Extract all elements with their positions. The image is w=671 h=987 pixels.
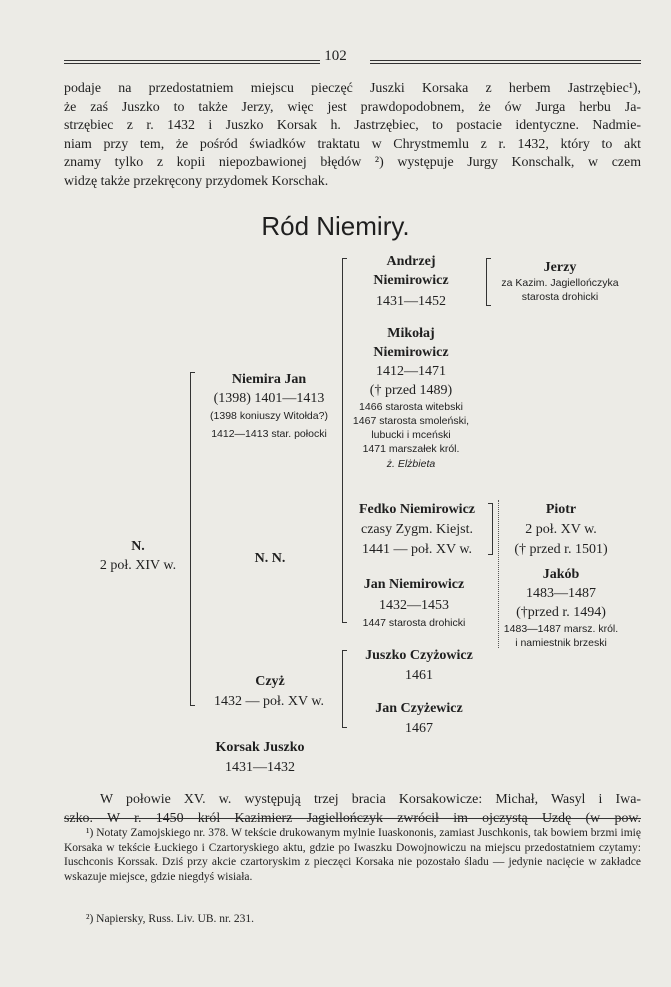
intro-line: podaje na przedostatniem miejscu pieczęć Juszki Korsaka z herbem Jastrzębiec¹),: [64, 81, 641, 96]
person-mikolaj-note: lubucki i mceński: [371, 429, 451, 441]
person-fedko-date: 1441 — poł. XV w.: [361, 542, 473, 557]
outro-line: szko. W r. 1450 król Kazimierz Jagiellończyk zwrócił im ojczystą Uzdę (w pow.: [64, 810, 641, 826]
person-mikolaj-note: 1466 starosta witebski: [359, 401, 463, 413]
intro-paragraph: [64, 80, 641, 192]
person-czyz-name: Czyż: [255, 674, 285, 689]
person-niemira-name: Niemira Jan: [231, 372, 307, 387]
person-jakob-date: 1483—1487: [526, 586, 596, 601]
bracket-andrzej-children: [486, 258, 487, 306]
bracket-fedko-children: [486, 503, 493, 555]
intro-line: że zaś Juszko to także Jerzy, więc jest prawdopodobnem, że ów Jurga herbu Ja-: [64, 99, 641, 115]
section-heading: Ród Niemiry.: [261, 211, 410, 241]
bracket-root-children: [190, 372, 191, 706]
person-mikolaj-note: 1471 marszałek król.: [362, 443, 460, 455]
person-jan-note: 1447 starosta drohicki: [362, 617, 466, 629]
person-niemira-note: 1412—1413 star. połocki: [211, 428, 327, 440]
person-jakob-note: 1483—1487 marsz. król.: [503, 623, 619, 635]
footnote-2: ²) Napiersky, Russ. Liv. UB. nr. 231.: [86, 913, 255, 925]
person-jan-date: 1432—1453: [379, 598, 449, 613]
person-juszko-name: Juszko Czyżowicz: [365, 648, 473, 663]
person-root-name: N.: [131, 539, 145, 554]
bracket-czyz-children: [342, 650, 343, 728]
person-jakob-note: i namiestnik brzeski: [515, 637, 607, 649]
person-jerzy-note: starosta drohicki: [521, 291, 599, 303]
person-niemira-dates: (1398) 1401—1413: [213, 391, 325, 406]
person-piotr-name: Piotr: [545, 502, 577, 517]
person-czyz-date: 1432 — poł. XV w.: [213, 694, 325, 709]
person-korsak-date: 1431—1432: [225, 760, 295, 775]
person-janc-date: 1467: [405, 721, 433, 736]
intro-line: znamy tylko z kopii niepozbawionej błędów ²) występuje Jurgy Konschalk, w czem: [64, 155, 641, 171]
outro-line: W połowie XV. w. występują trzej bracia Korsakowicze: Michał, Wasyl i Iwa-: [100, 792, 641, 807]
person-juszko-date: 1461: [405, 668, 433, 683]
person-andrzej-surname: Niemirowicz: [373, 273, 449, 288]
person-korsak-name: Korsak Juszko: [215, 740, 305, 755]
intro-line: niam przy tem, że pośród świadków traktatu w Chrystmemlu z r. 1432, który to akt: [64, 136, 641, 152]
footnote-1: ¹) Notaty Zamojskiego nr. 378. W tekście drukowanym mylnie Iuaskononis, zamiast Juschkonis, tak bowiem brzmi imię Korsaka w tekście Łuckiego i Czartoryskiego aktu, gdzie po Iwaszku Dowojnowiczu na miejscu przedostatniem czytamy: Iuschconis Korssak. Dziś przy akcie czartoryskim z pieczęci Korsaka nie pozostało śladu — jedynie nacięcie w zakładce wskazuje miejsce, gdzie niegdyś wisiała.: [64, 827, 641, 883]
person-niemira-note: (1398 koniuszy Witołda?): [210, 410, 328, 422]
person-andrzej-date: 1431—1452: [376, 294, 446, 309]
person-mikolaj-date: 1412—1471: [376, 364, 446, 379]
bracket-niemira-children: [342, 258, 343, 623]
person-fedko-name: Fedko Niemirowicz: [359, 502, 475, 517]
person-mikolaj-note: 1467 starosta smoleński,: [352, 415, 470, 427]
person-andrzej-name: Andrzej: [386, 254, 436, 269]
person-piotr-death: († przed r. 1501): [514, 542, 608, 557]
person-mikolaj-name: Mikołaj: [387, 326, 435, 341]
person-mikolaj-surname: Niemirowicz: [373, 345, 449, 360]
person-nn-name: N. N.: [254, 551, 286, 566]
intro-line: strzębiec z r. 1432 i Juszko Korsak h. Jastrzębiec, to postacie identyczne. Nadmie-: [64, 118, 641, 134]
person-fedko-note: czasy Zygm. Kiejst.: [361, 522, 473, 537]
person-jerzy-note: za Kazim. Jagiellończyka: [501, 277, 619, 289]
footnote-rule: [64, 818, 641, 819]
person-jakob-name: Jakób: [542, 567, 580, 582]
person-root-date: 2 poł. XIV w.: [99, 558, 177, 573]
person-mikolaj-death: († przed 1489): [369, 383, 453, 398]
person-mikolaj-wife: ż. Elżbieta: [386, 458, 436, 470]
person-jerzy-name: Jerzy: [543, 260, 577, 275]
page-number: 102: [0, 48, 671, 65]
person-jan-name: Jan Niemirowicz: [363, 577, 465, 592]
person-piotr-date: 2 poł. XV w.: [525, 522, 597, 537]
outro-paragraph: [64, 791, 641, 828]
person-jakob-death: (†przed r. 1494): [516, 605, 606, 620]
person-janc-name: Jan Czyżewicz: [375, 701, 463, 716]
intro-line: widzę także przekręcony przydomek Korschak.: [64, 173, 329, 189]
